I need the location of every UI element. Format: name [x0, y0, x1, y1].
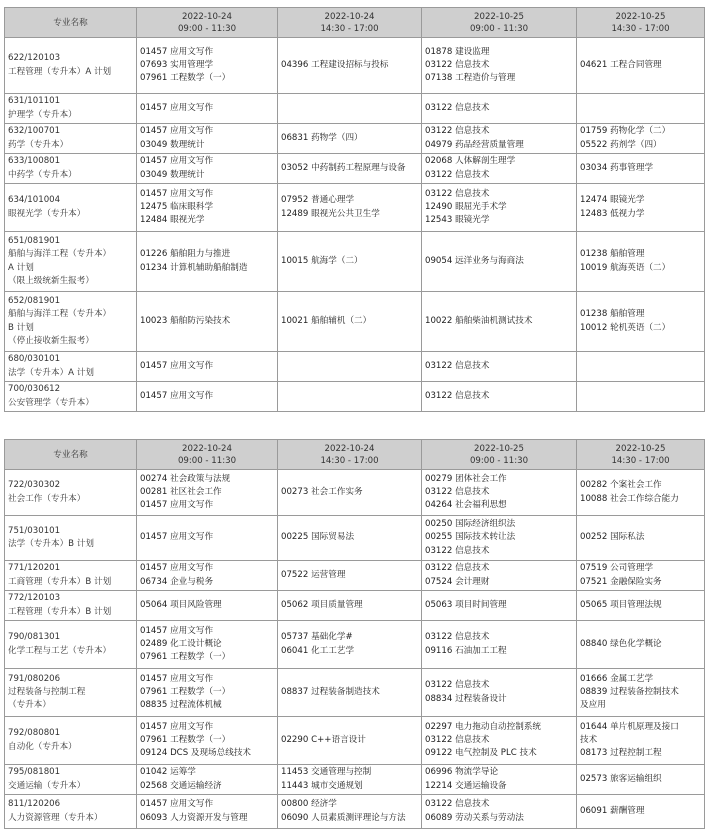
course-entry: 08837 过程装备制造技术	[281, 686, 380, 697]
exam-cell-1025-am	[422, 94, 577, 124]
course-entry: 03122 信息技术	[425, 545, 490, 556]
exam-cell-1025-pm	[577, 669, 705, 717]
course-entry: 03049 数理统计	[140, 169, 205, 180]
major-cell	[5, 184, 137, 232]
header-session-3	[422, 440, 577, 470]
course-entry: 02573 旅客运输组织	[580, 773, 662, 784]
major-code: 652/081901	[8, 296, 61, 307]
course-entry: 05064 项目风险管理	[140, 599, 222, 610]
course-entry: 09124 DCS 及现场总线技术	[140, 748, 252, 759]
course-entry: 06090 人员素质测评理论与方法	[281, 812, 406, 823]
course-entry: 01457 应用文写作	[140, 156, 214, 167]
major-cell	[5, 292, 137, 352]
major-code: 634/101004	[8, 195, 61, 206]
header-line: 2022-10-25	[615, 11, 666, 22]
header-session-3	[422, 8, 577, 38]
major-cell	[5, 94, 137, 124]
course-entry: 00255 国际技术转让法	[425, 532, 516, 543]
major-code: 632/100701	[8, 126, 61, 137]
exam-cell-1025-am	[422, 561, 577, 591]
table-row	[5, 154, 705, 184]
course-entry: 12490 眼屈光手术学	[425, 201, 507, 212]
exam-cell-1024-am	[137, 382, 278, 412]
exam-cell-1024-pm	[278, 154, 422, 184]
exam-cell-1024-pm	[278, 352, 422, 382]
header-session-1	[137, 440, 278, 470]
exam-cell-1024-pm	[278, 765, 422, 795]
major-code: 795/081801	[8, 767, 61, 778]
major-name: 法学（专升本）A 计划	[8, 367, 94, 378]
header-session-4	[577, 440, 705, 470]
course-entry: 10021 船舶辅机（二）	[281, 315, 372, 326]
course-entry: 06041 化工工艺学	[281, 645, 355, 656]
course-entry: 07524 会计理财	[425, 576, 490, 587]
course-entry: 05065 项目管理法规	[580, 599, 662, 610]
major-cell	[5, 38, 137, 94]
exam-cell-1025-am	[422, 184, 577, 232]
course-entry: 08839 过程装备控制技术	[580, 686, 679, 697]
table-row	[5, 470, 705, 516]
major-name: 护理学（专升本）	[8, 109, 77, 120]
table-row	[5, 516, 705, 561]
course-entry: 10012 轮机英语（二）	[580, 322, 671, 333]
exam-cell-1024-am	[137, 154, 278, 184]
course-entry: 12474 眼镜光学	[580, 195, 645, 206]
course-entry: 及应用	[580, 700, 606, 711]
exam-cell-1024-pm	[278, 669, 422, 717]
exam-cell-1025-am	[422, 382, 577, 412]
course-entry: 03122 信息技术	[425, 632, 490, 643]
major-cell	[5, 561, 137, 591]
exam-cell-1025-pm	[577, 561, 705, 591]
major-name: 法学（专升本）B 计划	[8, 539, 94, 549]
header-time: 14:30 - 17:00	[320, 455, 379, 466]
course-entry: 02568 交通运输经济	[140, 780, 222, 791]
course-entry: 04621 工程合同管理	[580, 59, 662, 70]
exam-cell-1024-am	[137, 621, 278, 669]
exam-cell-1024-pm	[278, 382, 422, 412]
header-line: 2022-10-24	[182, 443, 232, 454]
course-entry: 技术	[580, 734, 598, 745]
table-row	[5, 561, 705, 591]
header-session-4	[577, 8, 705, 38]
major-cell	[5, 669, 137, 717]
course-entry: 01457 应用文写作	[140, 563, 214, 574]
table-row	[5, 38, 705, 94]
major-code: 651/081901	[8, 236, 61, 247]
exam-cell-1025-pm	[577, 124, 705, 154]
course-entry: 01878 建设监理	[425, 46, 490, 57]
exam-cell-1024-am	[137, 470, 278, 516]
course-entry: 05522 药剂学（四）	[580, 139, 662, 150]
course-entry: 03122 信息技术	[425, 126, 490, 137]
exam-cell-1024-am	[137, 561, 278, 591]
exam-cell-1024-pm	[278, 561, 422, 591]
header-time: 14:30 - 17:00	[320, 23, 379, 34]
course-entry: 01666 金属工艺学	[580, 673, 654, 684]
header-line: 2022-10-24	[324, 443, 375, 454]
major-name: 药学（专升本）	[8, 139, 69, 150]
major-name: 工程管理（专升本）B 计划	[8, 606, 112, 617]
exam-cell-1024-pm	[278, 292, 422, 352]
course-entry: 03122 信息技术	[425, 102, 490, 113]
course-entry: 03122 信息技术	[425, 734, 490, 745]
exam-cell-1025-am	[422, 669, 577, 717]
exam-cell-1025-am	[422, 765, 577, 795]
exam-cell-1025-pm	[577, 470, 705, 516]
header-line: 2022-10-25	[474, 443, 524, 454]
exam-cell-1025-am	[422, 352, 577, 382]
course-entry: 12483 低视力学	[580, 208, 645, 219]
course-entry: 12489 眼视光公共卫生学	[281, 208, 380, 219]
major-cell	[5, 795, 137, 829]
major-name: 过程装备与控制工程	[8, 686, 86, 697]
exam-cell-1025-am	[422, 124, 577, 154]
course-entry: 00252 国际私法	[580, 532, 645, 543]
major-name: 化学工程与工艺（专升本）	[8, 645, 112, 656]
major-name: 社会工作（专升本）	[8, 493, 86, 504]
exam-cell-1025-pm	[577, 94, 705, 124]
major-name: 工商管理（专升本）B 计划	[8, 576, 112, 587]
course-entry: 00273 社会工作实务	[281, 486, 363, 497]
header-line: 2022-10-24	[182, 11, 232, 22]
course-entry: 06996 物流学导论	[425, 767, 499, 778]
header-session-1	[137, 8, 278, 38]
exam-cell-1025-am	[422, 38, 577, 94]
course-entry: 12484 眼视光学	[140, 215, 205, 226]
table-row	[5, 621, 705, 669]
major-cell	[5, 470, 137, 516]
course-entry: 00274 社会政策与法规	[140, 473, 231, 484]
exam-cell-1025-pm	[577, 717, 705, 765]
course-entry: 03052 中药制药工程原理与设备	[281, 162, 406, 173]
major-code: 700/030612	[8, 384, 61, 395]
header-time: 09:00 - 11:30	[177, 455, 237, 466]
exam-cell-1024-am	[137, 124, 278, 154]
exam-cell-1024-pm	[278, 94, 422, 124]
exam-cell-1025-am	[422, 292, 577, 352]
course-entry: 01226 船舶阻力与推进	[140, 249, 231, 260]
table-row	[5, 292, 705, 352]
exam-cell-1025-pm	[577, 232, 705, 292]
exam-cell-1025-pm	[577, 765, 705, 795]
exam-cell-1025-pm	[577, 292, 705, 352]
table-row	[5, 669, 705, 717]
exam-schedule-table-2	[4, 439, 705, 829]
course-entry: 01457 应用文写作	[140, 126, 214, 137]
exam-cell-1025-pm	[577, 795, 705, 829]
course-entry: 04396 工程建设招标与投标	[281, 59, 389, 70]
major-cell	[5, 232, 137, 292]
major-code: 790/081301	[8, 632, 61, 643]
exam-cell-1025-pm	[577, 184, 705, 232]
exam-cell-1024-pm	[278, 516, 422, 561]
course-entry: 00279 团体社会工作	[425, 473, 507, 484]
header-line: 专业名称	[53, 17, 88, 28]
course-entry: 03122 信息技术	[425, 799, 490, 810]
course-entry: 04264 社会福利思想	[425, 500, 507, 511]
header-line: 2022-10-24	[324, 11, 375, 22]
course-entry: 11443 城市交通规划	[281, 780, 363, 791]
course-entry: 07521 金融保险实务	[580, 576, 662, 587]
course-entry: 01457 应用文写作	[140, 390, 214, 401]
exam-cell-1024-am	[137, 591, 278, 621]
exam-cell-1024-am	[137, 94, 278, 124]
course-entry: 04979 药品经营质量管理	[425, 139, 524, 150]
header-time: 14:30 - 17:00	[611, 23, 670, 34]
course-entry: 00281 社区社会工作	[140, 486, 222, 497]
course-entry: 00225 国际贸易法	[281, 532, 355, 543]
course-entry: 03122 信息技术	[425, 486, 490, 497]
exam-cell-1025-am	[422, 717, 577, 765]
major-name: 自动化（专升本）	[8, 741, 77, 752]
exam-cell-1024-am	[137, 516, 278, 561]
course-entry: 02297 电力拖动自动控制系统	[425, 721, 542, 732]
exam-cell-1025-am	[422, 591, 577, 621]
course-entry: 06093 人力资源开发与管理	[140, 812, 248, 823]
major-name: 船舶与海洋工程（专升本）	[8, 249, 112, 260]
course-entry: 03122 信息技术	[425, 59, 490, 70]
major-code: 792/080801	[8, 728, 61, 739]
course-entry: 06734 企业与税务	[140, 576, 214, 587]
table-row	[5, 94, 705, 124]
exam-cell-1025-am	[422, 232, 577, 292]
header-line: 2022-10-25	[474, 11, 524, 22]
exam-cell-1025-pm	[577, 38, 705, 94]
header-time: 09:00 - 11:30	[469, 23, 529, 34]
exam-cell-1024-am	[137, 352, 278, 382]
course-entry: 05062 项目质量管理	[281, 599, 363, 610]
course-entry: 01457 应用文写作	[140, 799, 214, 810]
header-line: 专业名称	[53, 449, 88, 460]
exam-cell-1024-pm	[278, 38, 422, 94]
course-entry: 10022 船舶柴油机测试技术	[425, 315, 533, 326]
course-entry: 02290 C++语言设计	[281, 734, 366, 745]
exam-cell-1024-am	[137, 765, 278, 795]
major-code: 622/120103	[8, 53, 61, 64]
header-major-name	[5, 8, 137, 38]
course-entry: 12214 交通运输设备	[425, 780, 507, 791]
major-name: 人力资源管理（专升本）	[8, 812, 103, 823]
course-entry: 07961 工程数学（一）	[140, 652, 231, 663]
exam-cell-1024-pm	[278, 795, 422, 829]
table-row	[5, 765, 705, 795]
major-cell	[5, 154, 137, 184]
exam-cell-1024-am	[137, 717, 278, 765]
major-cell	[5, 516, 137, 561]
course-entry: 08834 过程装备设计	[425, 693, 507, 704]
exam-cell-1024-pm	[278, 591, 422, 621]
course-entry: 05737 基础化学#	[281, 632, 353, 643]
exam-cell-1024-pm	[278, 717, 422, 765]
course-entry: 08835 过程流体机械	[140, 700, 222, 711]
header-session-2	[278, 8, 422, 38]
course-entry: 08840 绿色化学概论	[580, 638, 662, 649]
course-entry: 01457 应用文写作	[140, 46, 214, 57]
course-entry: 11453 交通管理与控制	[281, 767, 372, 778]
major-code: 751/030101	[8, 525, 61, 536]
header-session-2	[278, 440, 422, 470]
major-name: 公安管理学（专升本）	[8, 397, 94, 408]
major-cell	[5, 382, 137, 412]
exam-cell-1024-am	[137, 795, 278, 829]
course-entry: 07961 工程数学（一）	[140, 734, 231, 745]
course-entry: 10015 航海学（二）	[281, 255, 363, 266]
major-code: 680/030101	[8, 354, 61, 365]
course-entry: 10023 船舶防污染技术	[140, 315, 231, 326]
course-entry: 03122 信息技术	[425, 360, 490, 371]
course-entry: 03122 信息技术	[425, 188, 490, 199]
major-code: 811/120206	[8, 799, 61, 810]
course-entry: 07961 工程数学（一）	[140, 73, 231, 84]
major-cell	[5, 765, 137, 795]
exam-cell-1025-pm	[577, 154, 705, 184]
header-major-name	[5, 440, 137, 470]
exam-cell-1025-am	[422, 621, 577, 669]
exam-cell-1024-am	[137, 669, 278, 717]
course-entry: 07519 公司管理学	[580, 563, 654, 574]
course-entry: 07522 运营管理	[281, 569, 346, 580]
exam-cell-1025-pm	[577, 352, 705, 382]
exam-cell-1024-pm	[278, 621, 422, 669]
exam-cell-1024-am	[137, 38, 278, 94]
course-entry: 01457 应用文写作	[140, 102, 214, 113]
course-entry: 00800 经济学	[281, 799, 337, 810]
course-entry: 08173 过程控制工程	[580, 748, 662, 759]
major-code: 791/080206	[8, 673, 61, 684]
table-row	[5, 717, 705, 765]
course-entry: 01457 应用文写作	[140, 500, 214, 511]
course-entry: 07961 工程数学（一）	[140, 686, 231, 697]
major-code: 631/101101	[8, 96, 61, 107]
course-entry: 06091 薪酬管理	[580, 805, 645, 816]
header-time: 14:30 - 17:00	[611, 455, 670, 466]
course-entry: 01457 应用文写作	[140, 188, 214, 199]
exam-cell-1025-am	[422, 795, 577, 829]
major-name: 中药学（专升本）	[8, 169, 77, 180]
course-entry: 00282 个案社会工作	[580, 480, 662, 491]
exam-cell-1025-am	[422, 470, 577, 516]
course-entry: 10019 航海英语（二）	[580, 262, 671, 273]
exam-cell-1024-pm	[278, 184, 422, 232]
course-entry: 07138 工程造价与管理	[425, 73, 516, 84]
course-entry: 01457 应用文写作	[140, 532, 214, 543]
course-entry: 06089 劳动关系与劳动法	[425, 812, 524, 823]
major-name: B 计划	[8, 322, 34, 333]
exam-cell-1025-pm	[577, 591, 705, 621]
course-entry: 01457 应用文写作	[140, 673, 214, 684]
course-entry: 10088 社会工作综合能力	[580, 493, 679, 504]
course-entry: 09116 石油加工工程	[425, 645, 507, 656]
exam-cell-1024-am	[137, 184, 278, 232]
course-entry: 01759 药物化学（二）	[580, 126, 671, 137]
course-entry: 03122 信息技术	[425, 390, 490, 401]
exam-cell-1024-am	[137, 232, 278, 292]
header-line: 2022-10-25	[615, 443, 666, 454]
major-code: 633/100801	[8, 156, 61, 167]
course-entry: 12475 临床眼科学	[140, 201, 214, 212]
major-code: 722/030302	[8, 480, 61, 491]
course-entry: 09122 电气控制及 PLC 技术	[425, 748, 537, 759]
course-entry: 01234 计算机辅助船舶制造	[140, 262, 248, 273]
course-entry: 02068 人体解剖生理学	[425, 156, 516, 167]
course-entry: 05063 项目时间管理	[425, 599, 507, 610]
major-name: 眼视光学（专升本）	[8, 208, 86, 219]
table-row	[5, 382, 705, 412]
course-entry: 03122 信息技术	[425, 680, 490, 691]
major-name: 船舶与海洋工程（专升本）	[8, 309, 112, 320]
major-name: 工程管理（专升本）A 计划	[8, 66, 112, 77]
header-time: 09:00 - 11:30	[177, 23, 237, 34]
table-row	[5, 232, 705, 292]
course-entry: 01238 船舶管理	[580, 249, 645, 260]
exam-cell-1025-am	[422, 154, 577, 184]
course-entry: 01238 船舶管理	[580, 309, 645, 320]
table-row	[5, 124, 705, 154]
exam-cell-1024-am	[137, 292, 278, 352]
table-row	[5, 184, 705, 232]
exam-cell-1024-pm	[278, 470, 422, 516]
major-code: 772/120103	[8, 593, 61, 604]
course-entry: 07693 实用管理学	[140, 59, 214, 70]
course-entry: 09054 远洋业务与海商法	[425, 255, 524, 266]
major-cell	[5, 591, 137, 621]
header-time: 09:00 - 11:30	[469, 455, 529, 466]
course-entry: 02489 化工设计概论	[140, 638, 222, 649]
major-name: （限上级统新生报考）	[8, 275, 94, 286]
table-row	[5, 352, 705, 382]
course-entry: 01644 单片机原理及接口	[580, 721, 679, 732]
course-entry: 07952 普通心理学	[281, 195, 355, 206]
course-entry: 03034 药事管理学	[580, 162, 654, 173]
course-entry: 12543 眼镜光学	[425, 215, 490, 226]
major-cell	[5, 352, 137, 382]
exam-cell-1024-pm	[278, 124, 422, 154]
course-entry: 03122 信息技术	[425, 169, 490, 180]
exam-cell-1025-am	[422, 516, 577, 561]
course-entry: 01457 应用文写作	[140, 625, 214, 636]
course-entry: 03049 数理统计	[140, 139, 205, 150]
table-row	[5, 591, 705, 621]
exam-cell-1024-pm	[278, 232, 422, 292]
exam-cell-1025-pm	[577, 382, 705, 412]
major-code: 771/120201	[8, 563, 61, 574]
major-name: （停止接收新生报考）	[8, 335, 94, 346]
major-name: （专升本）	[8, 700, 51, 711]
major-cell	[5, 621, 137, 669]
course-entry: 01457 应用文写作	[140, 360, 214, 371]
table-row	[5, 795, 705, 829]
major-name: 交通运输（专升本）	[8, 780, 86, 791]
course-entry: 06831 药物学（四）	[281, 132, 363, 143]
major-name: A 计划	[8, 262, 34, 273]
course-entry: 01457 应用文写作	[140, 721, 214, 732]
course-entry: 00250 国际经济组织法	[425, 519, 516, 530]
exam-cell-1025-pm	[577, 621, 705, 669]
major-cell	[5, 124, 137, 154]
course-entry: 01042 运筹学	[140, 767, 196, 778]
major-cell	[5, 717, 137, 765]
course-entry: 03122 信息技术	[425, 563, 490, 574]
exam-cell-1025-pm	[577, 516, 705, 561]
exam-schedule-table-1	[4, 7, 705, 412]
